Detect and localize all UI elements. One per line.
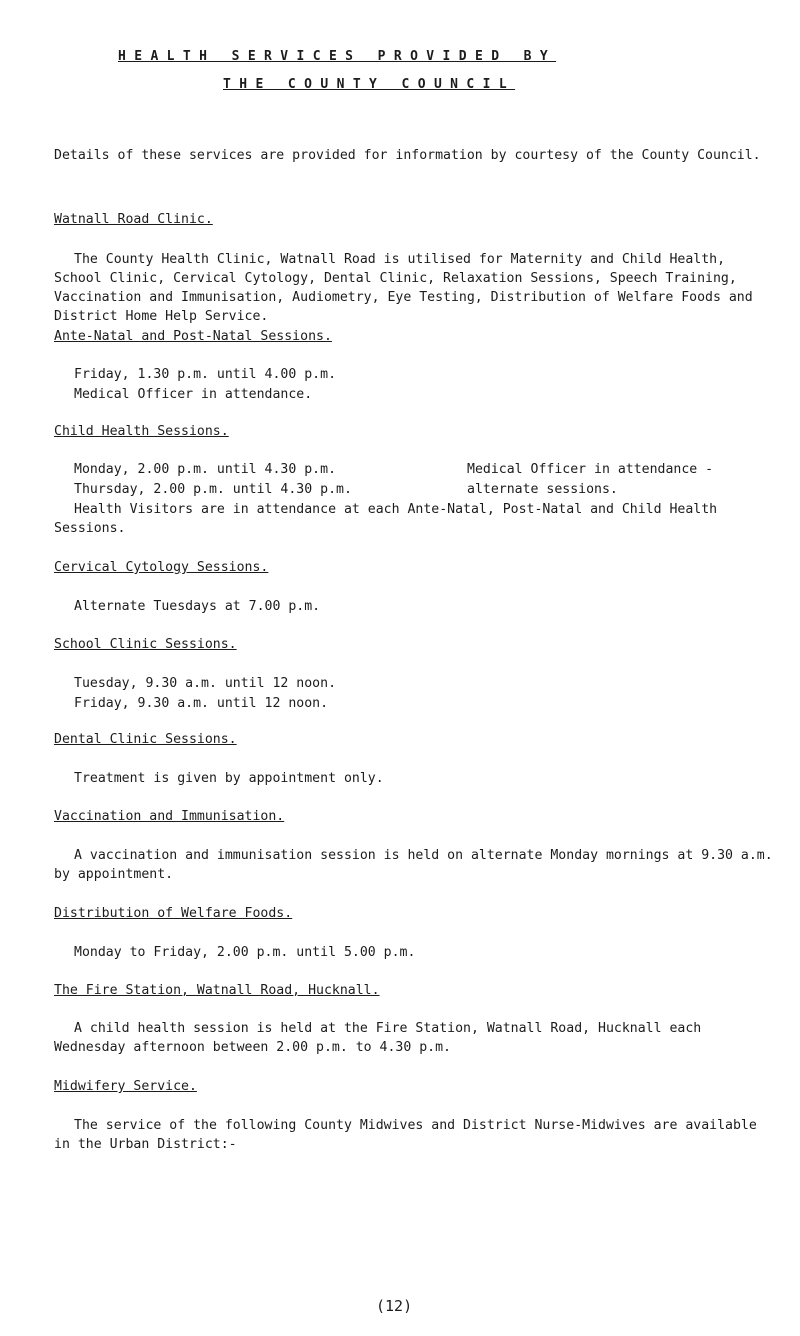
school-friday: Friday, 9.30 a.m. until 12 noon.	[74, 696, 329, 711]
child-health-paragraph: Health Visitors are in attendance at each Ante-Natal, Post-Natal and Child Health Sessions.	[54, 502, 718, 536]
dental-treatment: Treatment is given by appointment only.	[74, 771, 384, 786]
child-health-note-2: alternate sessions.	[467, 482, 618, 497]
cervical-heading: Cervical Cytology Sessions.	[54, 560, 269, 575]
child-health-thursday: Thursday, 2.00 p.m. until 4.30 p.m.	[74, 482, 352, 497]
page-number: (12)	[376, 1297, 413, 1315]
school-heading: School Clinic Sessions.	[54, 637, 237, 652]
intro-paragraph: Details of these services are provided for information by courtesy of the County Council.	[54, 148, 761, 163]
vaccination-paragraph: A vaccination and immunisation session is held on alternate Monday mornings at 9.30 a.m. by appointment.	[54, 848, 773, 882]
midwifery-heading: Midwifery Service.	[54, 1079, 197, 1094]
child-health-heading: Child Health Sessions.	[54, 424, 229, 439]
title-line-2: THE COUNTY COUNCIL	[223, 77, 516, 92]
fire-station-heading: The Fire Station, Watnall Road, Hucknall.	[54, 983, 380, 998]
child-health-monday: Monday, 2.00 p.m. until 4.30 p.m.	[74, 462, 337, 477]
watnall-heading: Watnall Road Clinic.	[54, 212, 213, 227]
antenatal-times: Friday, 1.30 p.m. until 4.00 p.m.	[74, 367, 337, 382]
welfare-heading: Distribution of Welfare Foods.	[54, 906, 293, 921]
welfare-times: Monday to Friday, 2.00 p.m. until 5.00 p.m.	[74, 945, 416, 960]
midwifery-paragraph: The service of the following County Midwives and District Nurse-Midwives are available in the Urban District:-	[54, 1118, 757, 1152]
title-line-1: HEALTH SERVICES PROVIDED BY	[118, 49, 557, 64]
antenatal-heading: Ante-Natal and Post-Natal Sessions.	[54, 329, 332, 344]
dental-heading: Dental Clinic Sessions.	[54, 732, 237, 747]
child-health-note-1: Medical Officer in attendance -	[467, 462, 714, 477]
school-tuesday: Tuesday, 9.30 a.m. until 12 noon.	[74, 676, 337, 691]
watnall-paragraph: The County Health Clinic, Watnall Road is utilised for Maternity and Child Health, School Clinic, Cervical Cytology, Dental Clinic, Relaxation Sessions, Speech Training, Vaccination and Immunisation, Audiometry, Eye Testing, Distribution of Welfare Foods and District Home Help Service.	[54, 252, 753, 324]
cervical-times: Alternate Tuesdays at 7.00 p.m.	[74, 599, 321, 614]
fire-station-paragraph: A child health session is held at the Fire Station, Watnall Road, Hucknall each Wednesday afternoon between 2.00 p.m. to 4.30 p.m.	[54, 1021, 702, 1055]
antenatal-officer: Medical Officer in attendance.	[74, 387, 313, 402]
vaccination-heading: Vaccination and Immunisation.	[54, 809, 285, 824]
